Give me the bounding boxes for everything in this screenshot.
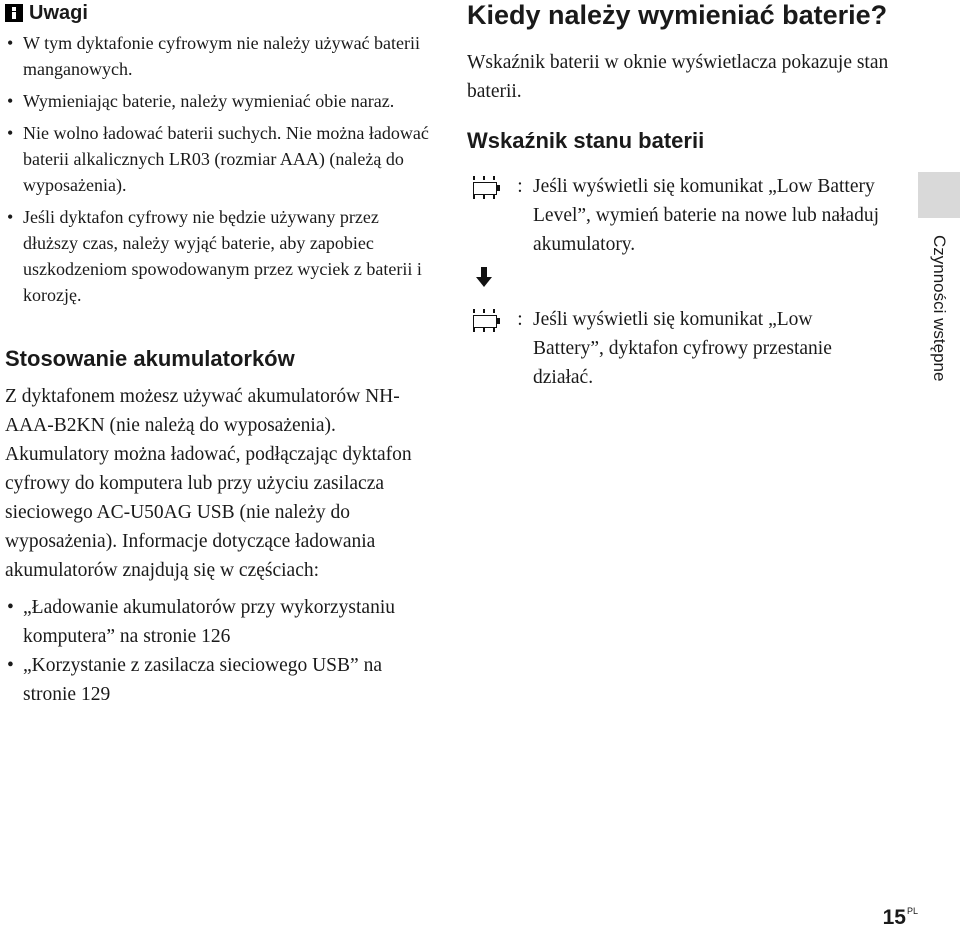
notes-header (5, 0, 430, 26)
notes-list (5, 30, 430, 308)
indicator-heading: Wskaźnik stanu baterii (467, 128, 705, 153)
rechargeable-heading: Stosowanie akumulatorków (5, 346, 295, 371)
list-item: • Wymieniając baterie, należy wymieniać obie naraz. (5, 88, 430, 114)
colon: : (517, 176, 523, 197)
note-info-icon (5, 4, 23, 22)
low-battery-description: Jeśli wyświetli się komunikat „Low Battery”, dyktafon cyfrowy przestanie działać. (533, 309, 832, 388)
low-level-description: Jeśli wyświetli się komunikat „Low Battery Level”, wymień baterie na nowe lub naładuj akumulatory. (533, 176, 879, 255)
side-tab-text: Czynności wstępne (930, 234, 949, 382)
replace-heading: Kiedy należy wymieniać baterie? (467, 0, 888, 30)
list-item: • „Ładowanie akumulatorów przy wykorzystaniu komputera” na stronie 126 (5, 593, 430, 651)
side-tab-marker (918, 172, 960, 218)
rechargeable-paragraph: Z dyktafonem możesz używać akumulatorów NH-AAA-B2KN (nie należą do wyposażenia). Akumulatory można ładować, podłączając dyktafon cyfrowy do komputera lub przy użyciu zasilacza sieciowego AC-U50AG USB (nie należy do wyposażenia). Informacje dotyczące ładowania akumulatorów znajdują się w częściach: (5, 386, 412, 581)
left-column (5, 0, 430, 709)
list-item: • Nie wolno ładować baterii suchych. Nie można ładować baterii alkalicznych LR03 (rozmiar AAA) (należą do wyposażenia). (5, 120, 430, 198)
right-column (467, 0, 897, 392)
arrow-down-icon (467, 265, 507, 295)
battery-low-blinking-icon (467, 176, 507, 198)
page-number (883, 906, 918, 930)
side-tab-label (918, 228, 960, 388)
list-item: • „Korzystanie z zasilacza sieciowego USB” na stronie 129 (5, 651, 430, 709)
battery-empty-blinking-icon (467, 309, 507, 331)
indicator-row-low-battery (467, 305, 897, 392)
replace-paragraph: Wskaźnik baterii w oknie wyświetlacza pokazuje stan baterii. (467, 52, 889, 102)
reference-list (5, 593, 430, 709)
list-item: • W tym dyktafonie cyfrowym nie należy używać baterii manganowych. (5, 30, 430, 82)
indicator-row-low-level (467, 172, 897, 259)
notes-title: Uwagi (29, 1, 88, 24)
page-number-value: 15 (882, 906, 906, 929)
list-item: • Jeśli dyktafon cyfrowy nie będzie używany przez dłuższy czas, należy wyjąć baterie, aby zapobiec uszkodzeniom spowodowanym przez wyciek z baterii i korozję. (5, 204, 430, 308)
page-language: PL (906, 906, 918, 916)
colon: : (517, 309, 523, 330)
